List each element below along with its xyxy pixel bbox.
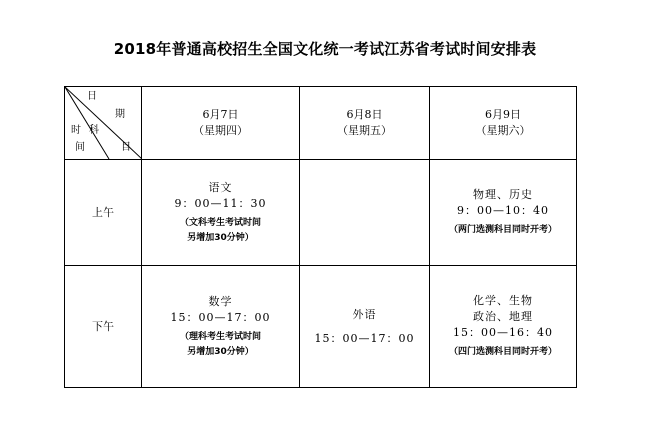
exam-time: 15：00—16：40	[453, 326, 553, 339]
period-afternoon: 下午	[65, 266, 142, 388]
corner-cell	[65, 87, 142, 160]
exam-note-line1: （理科考生考试时间	[179, 331, 261, 342]
date-label: 6月7日	[202, 108, 239, 121]
exam-note-line2: 另增加30分钟）	[187, 232, 254, 243]
subject-label: 语文	[208, 180, 233, 194]
exam-time: 9：00—10：40	[457, 204, 549, 217]
afternoon-row	[65, 266, 577, 388]
morning-row	[65, 160, 577, 266]
corner-ke: 科	[89, 125, 99, 136]
exam-time: 15：00—17：00	[170, 310, 271, 324]
exam-note-line1: （文科考生考试时间	[179, 217, 261, 228]
day-header-3	[430, 87, 577, 160]
exam-cell-d1-pm	[142, 266, 300, 388]
exam-note: （两门选测科目同时开考）	[448, 225, 557, 235]
exam-time: 9：00—11：30	[174, 196, 267, 210]
corner-qi: 期	[115, 109, 125, 120]
exam-cell-d3-am	[430, 160, 577, 266]
subject-label: 化学、生物	[473, 294, 533, 307]
exam-cell-d2-pm	[300, 266, 430, 388]
exam-cell-d3-pm	[430, 266, 577, 388]
date-label: 6月8日	[346, 108, 383, 121]
weekday-label: （星期五）	[337, 124, 392, 137]
exam-note: （四门选测科目同时开考）	[448, 347, 557, 357]
corner-mu: 目	[121, 142, 131, 153]
weekday-label: （星期六）	[475, 124, 531, 137]
corner-shi: 时	[71, 125, 81, 136]
exam-time: 15：00—17：00	[314, 331, 415, 345]
day-header-2	[300, 87, 430, 160]
subject-label: 物理、历史	[473, 188, 533, 201]
header-row	[65, 87, 577, 160]
subject-label: 数学	[208, 294, 233, 308]
corner-ri: 日	[87, 91, 97, 102]
exam-cell-d2-am	[300, 160, 430, 266]
subject-label-2: 政治、地理	[473, 310, 533, 323]
exam-schedule-table	[64, 86, 577, 388]
exam-note-line2: 另增加30分钟）	[187, 346, 254, 357]
corner-jian: 间	[75, 142, 85, 153]
document-title: 2018年普通高校招生全国文化统一考试江苏省考试时间安排表	[113, 40, 537, 58]
period-morning: 上午	[65, 160, 142, 266]
date-label: 6月9日	[485, 108, 521, 121]
day-header-1	[142, 87, 300, 160]
subject-label: 外语	[352, 307, 377, 321]
weekday-label: （星期四）	[193, 124, 248, 137]
exam-cell-d1-am	[142, 160, 300, 266]
